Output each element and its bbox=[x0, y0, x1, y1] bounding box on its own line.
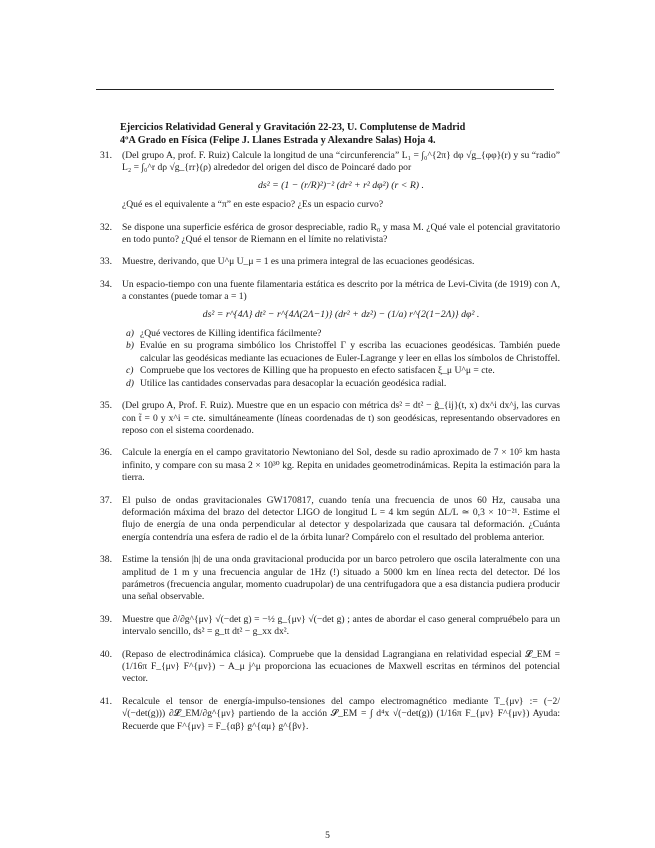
problem-36 bbox=[100, 447, 560, 484]
problem-text: Estime la tensión |h| de una onda gravitacional producida por un barco petrolero que oscila lateralmente con una amplitud de 1 m y una frecuencia angular de 1Hz (!) situado a 5000 km en línea recta del detector. Dé los parámetros (frecuencia angular, momento cuadrupolar) de una centrifugadora que a esa distancia pudiera producir una señal observable. bbox=[122, 554, 560, 603]
problem-number: 37. bbox=[100, 494, 112, 506]
problem-number: 32. bbox=[100, 221, 112, 233]
problem-text: Un espacio-tiempo con una fuente filamentaria estática es descrito por la métrica de Levi-Civita (de 1919) con Λ, a constantes (puede tomar a = 1) bbox=[122, 278, 560, 303]
header-line-1: Ejercicios Relatividad General y Gravitación 22-23, U. Complutense de Madrid bbox=[120, 122, 466, 133]
problem-35 bbox=[100, 400, 560, 437]
problem-text: (Del grupo A, prof. F. Ruiz) Calcule la longitud de una “circunferencia” L₁ = ∫₀^{2π} dφ √g_{φφ}(r) y su “radio” L₂ = ∫₀^r dρ √g_{rr}(ρ) alrededor del origen del disco de Poincaré dado por bbox=[122, 150, 560, 174]
sub-question bbox=[122, 365, 560, 377]
header-line-2: 4ºA Grado en Física (Felipe J. Llanes Estrada y Alexandre Salas) Hoja 4. bbox=[120, 135, 436, 146]
sub-question bbox=[122, 378, 560, 390]
problem-number: 34. bbox=[100, 278, 112, 290]
document-header bbox=[120, 121, 560, 147]
problem-31 bbox=[100, 150, 560, 212]
sub-question-text: Compruebe que los vectores de Killing que ha propuesto en efecto satisfacen ξ_μ U^μ = cte. bbox=[140, 365, 495, 377]
sub-question-text: Evalúe en su programa simbólico los Christoffel Γ y escriba las ecuaciones geodésicas. También puede calcular las geodésicas mediante las ecuaciones de Euler-Lagrange y leer en ellas los símbolos de Christoffel. bbox=[140, 340, 560, 364]
problem-number: 35. bbox=[100, 400, 112, 412]
problem-number: 31. bbox=[100, 150, 112, 161]
problem-33 bbox=[100, 256, 560, 268]
problem-text: Muestre que ∂/∂g^{μν} √(−det g) = −½ g_{μν} √(−det g) ; antes de abordar el caso general compruébelo para un intervalo sencillo, ds² = g_tt dt² − g_xx dx². bbox=[122, 613, 560, 638]
problem-text: Muestre, derivando, que U^μ U_μ = 1 es una primera integral de las ecuaciones geodésicas. bbox=[122, 256, 475, 268]
problem-number: 39. bbox=[100, 613, 112, 625]
sub-question-text: Utilice las cantidades conservadas para desacoplar la ecuación geodésica radial. bbox=[140, 377, 447, 389]
sub-question-label: a) bbox=[126, 328, 134, 340]
problem-37 bbox=[100, 495, 560, 545]
sub-question-label: b) bbox=[126, 340, 134, 352]
problem-equation: ds² = r^{4Λ} dt² − r^{4Λ(2Λ−1)} (dr² + dz²) − (1/a) r^{2(1−2Λ)} dφ² . bbox=[202, 308, 480, 320]
sub-question bbox=[122, 340, 560, 365]
problem-38 bbox=[100, 554, 560, 604]
problem-number: 36. bbox=[100, 447, 112, 459]
problem-number: 33. bbox=[100, 256, 112, 268]
sub-question-label: c) bbox=[126, 365, 134, 377]
problem-34 bbox=[100, 279, 560, 390]
problem-text: Calcule la energía en el campo gravitatorio Newtoniano del Sol, desde su radio aproximado de 7 × 10⁵ km hasta infinito, y compare con su masa 2 × 10³⁰ kg. Repita en unidades geometrodinámicas. Repita la estimación para la tierra. bbox=[122, 447, 560, 484]
problem-text: (Del grupo A, Prof. F. Ruiz). Muestre que en un espacio con métrica ds² = dt² − ĝ_{ij}(t, x) dx^i dx^j, las curvas con t̃ = 0 y x^i = cte. simultáneamente (líneas coordenadas de t) son geodésicas, representando observadores en reposo con el sistema coordenado. bbox=[122, 400, 560, 436]
problem-followup: ¿Qué es el equivalente a “π” en este espacio? ¿Es un espacio curvo? bbox=[122, 199, 384, 211]
problem-text: El pulso de ondas gravitacionales GW170817, cuando tenía una frecuencia de unos 60 Hz, causaba una deformación máxima del brazo del detector LIGO de longitud L = 4 km según ΔL/L ≃ 0,3 × 10⁻²¹. Estime el flujo de energía de una onda perpendicular al detector y despolarizada que causara tal deformación. ¿Cuánta energía contendría una esfera de radio el de la órbita lunar? Compárelo con el resultado del problema anterior. bbox=[122, 494, 560, 543]
problem-equation: ds² = (1 − (r/R)²)⁻² (dr² + r² dφ²) (r < R) . bbox=[258, 179, 424, 191]
problem-41 bbox=[100, 696, 560, 733]
problem-40 bbox=[100, 649, 560, 686]
problem-text: Recalcule el tensor de energía-impulso-tensiones del campo electromagnético mediante T_{μν} := (−2/√(−det(g))) ∂𝓛_EM/∂g^{μν} partiendo de la acción 𝓢_EM = ∫ d⁴x √(−det(g)) (1/16π F_{μν} F^{μν}) Ayuda: Recuerde que F^{μν} = F_{αβ} g^{αμ} g^{βν}. bbox=[122, 695, 560, 732]
sub-question-label: d) bbox=[126, 377, 134, 389]
problem-number: 38. bbox=[100, 554, 112, 566]
problem-32 bbox=[100, 222, 560, 247]
sub-question-text: ¿Qué vectores de Killing identifica fácilmente? bbox=[140, 328, 322, 340]
sub-question-list bbox=[122, 328, 560, 390]
problem-number: 40. bbox=[100, 648, 112, 660]
problem-text: (Repaso de electrodinámica clásica). Compruebe que la densidad Lagrangiana en relatividad especial 𝓛_EM = (1/16π F_{μν} F^{μν}) − A_μ j^μ proporciona las ecuaciones de Maxwell escritas en términos del potencial vector. bbox=[122, 648, 560, 685]
problem-number: 41. bbox=[100, 695, 112, 707]
problem-39 bbox=[100, 614, 560, 639]
problem-text: Se dispone una superficie esférica de grosor despreciable, radio R₀ y masa M. ¿Qué vale el potencial gravitatorio en todo punto? ¿Qué el tensor de Riemann en el límite no relativista? bbox=[122, 221, 560, 246]
problem-list bbox=[100, 150, 560, 743]
top-rule bbox=[96, 89, 554, 90]
sub-question bbox=[122, 328, 560, 340]
page-number: 5 bbox=[325, 830, 330, 841]
